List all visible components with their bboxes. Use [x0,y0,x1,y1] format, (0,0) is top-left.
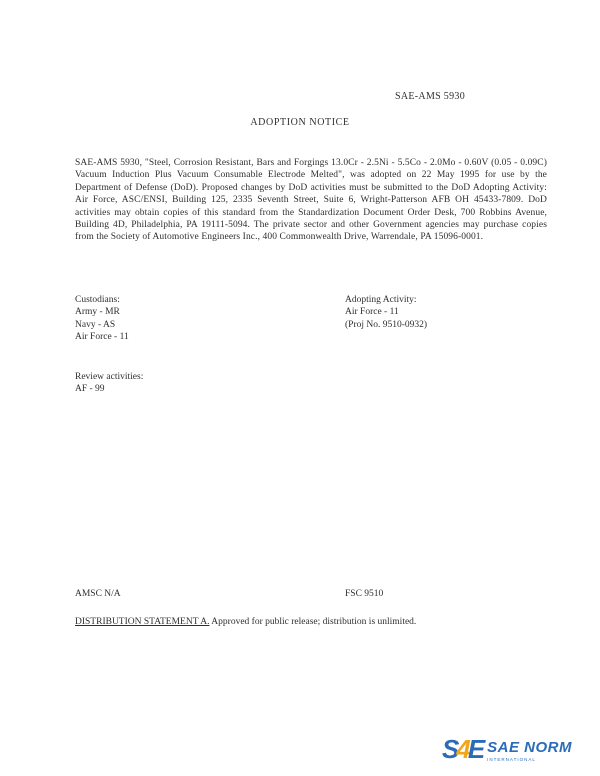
adopting-label: Adopting Activity: [345,295,417,305]
logo-wordmark: SAE NORM [487,739,572,756]
custodians-block [75,294,129,344]
custodian-item: Army - MR [75,307,120,318]
distribution-statement-text: Approved for public release; distribution is unlimited. [209,617,417,627]
logo-subtitle [487,757,536,762]
sae-norm-logo [442,736,572,762]
review-activities-block [75,371,143,396]
distribution-statement-label: DISTRIBUTION STATEMENT A. [75,617,210,627]
logo-subtitle-left: INTERNATIONAL [487,757,536,762]
sae-logo-mark-icon [442,736,482,762]
fsc-code: FSC 9510 [345,589,384,599]
document-title: ADOPTION NOTICE [250,117,350,128]
logo-letter-e: E [467,734,483,764]
review-item: AF - 99 [75,384,105,395]
adopting-proj-no: (Proj No. 9510-0932) [345,319,428,330]
adoption-notice-body: SAE-AMS 5930, "Steel, Corrosion Resistant, Bars and Forgings 13.0Cr - 2.5Ni - 5.5Co - 2.0Mo - 0.60V (0.05 - 0.09C) Vacuum Induction Plus Vacuum Consumable Electrode Melted", was adopted on 22 May 1995 for use by the Department of Defense (DoD). Proposed changes by DoD activities must be submitted to the DoD Adopting Activity: Air Force, ASC/ENSI, Building 125, 2335 Seventh Street, Suite 6, Wright-Patterson AFB OH 45433-7809. DoD activities may obtain copies of this standard from the Standardization Document Order Desk, 700 Robbins Avenue, Building 4D, Philadelphia, PA 19111-5094. The private sector and other Government agencies may purchase copies from the Society of Automotive Engineers Inc., 400 Commonwealth Drive, Warrendale, PA 15096-0001. [75,158,547,243]
distribution-statement [75,616,547,628]
custodian-item: Navy - AS [75,319,116,330]
document-number: SAE-AMS 5930 [395,91,465,102]
adopting-activity-block [345,294,427,331]
custodians-label: Custodians: [75,295,120,305]
amsc-code: AMSC N/A [75,589,121,599]
custodian-item: Air Force - 11 [75,332,129,343]
review-label: Review activities: [75,372,144,382]
logo-letter-s: S [442,734,457,764]
logo-text [487,740,572,762]
adopting-line: Air Force - 11 [345,307,399,318]
logo-numeral-4: 4 [456,734,468,764]
